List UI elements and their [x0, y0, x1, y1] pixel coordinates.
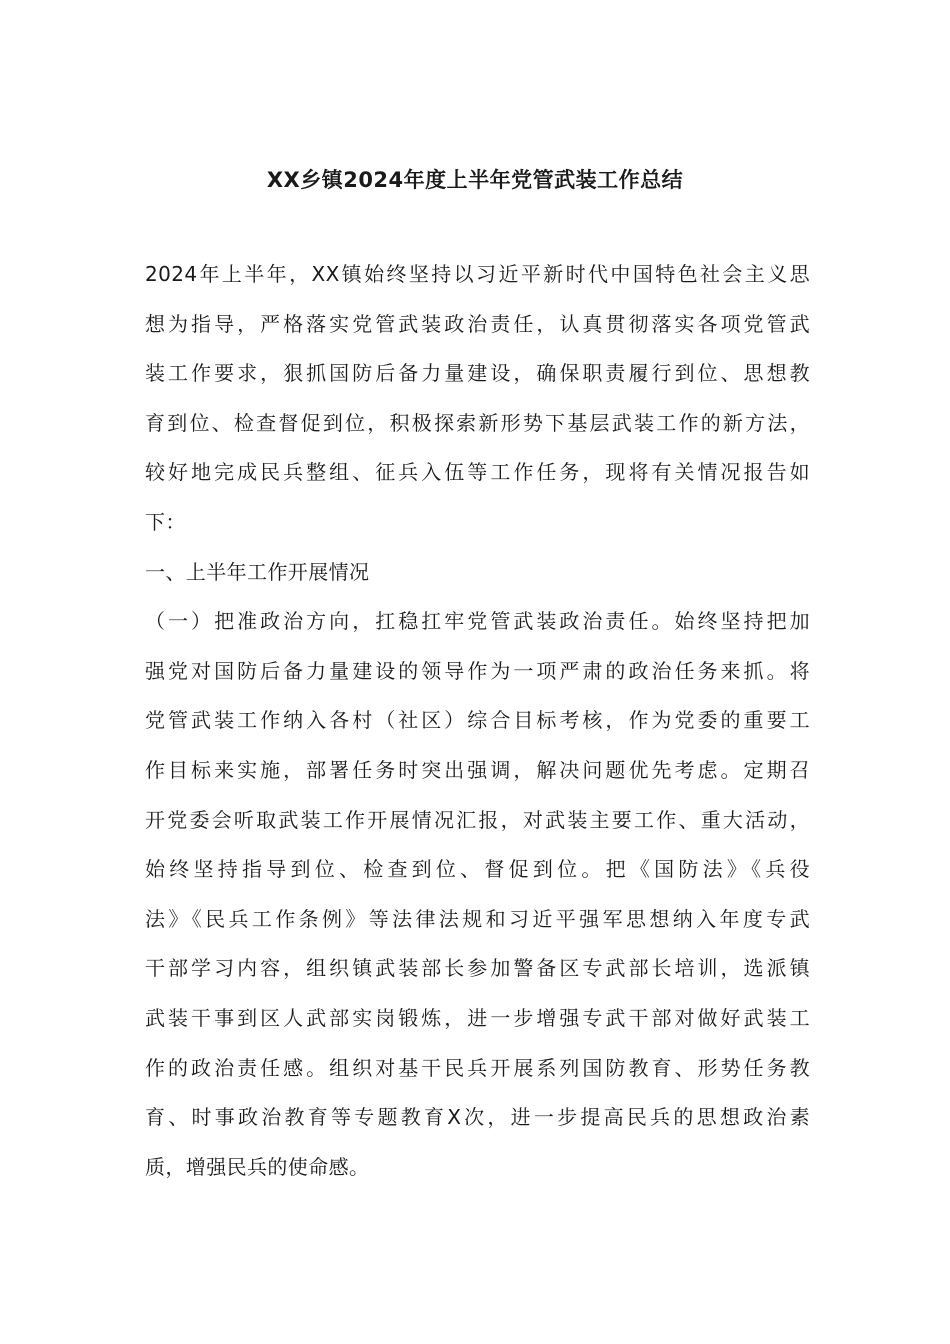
body-line: 装工作要求，狠抓国防后备力量建设，确保职责履行到位、思想教 [145, 361, 810, 386]
body-line: 较好地完成民兵整组、征兵入伍等工作任务，现将有关情况报告如 [145, 460, 810, 485]
body-line: 法》《民兵工作条例》等法律法规和习近平强军思想纳入年度专武 [145, 906, 810, 931]
body-line: 作目标来实施，部署任务时突出强调，解决问题优先考虑。定期召 [145, 757, 810, 782]
body-line: 武装干事到区人武部实岗锻炼，进一步增强专武干部对做好武装工 [145, 1005, 810, 1030]
body-line: 开党委会听取武装工作开展情况汇报，对武装主要工作、重大活动， [145, 807, 810, 832]
body-line: （一）把准政治方向，扛稳扛牢党管武装政治责任。始终坚持把加 [145, 609, 810, 634]
body-line: 始终坚持指导到位、检查到位、督促到位。把《国防法》《兵役 [145, 857, 810, 882]
body-line: 党管武装工作纳入各村（社区）综合目标考核，作为党委的重要工 [145, 708, 810, 733]
body-line: 2024年上半年，XX镇始终坚持以习近平新时代中国特色社会主义思 [145, 262, 810, 286]
body-line: 育到位、检查督促到位，积极探索新形势下基层武装工作的新方法， [145, 410, 810, 435]
body-line: 育、时事政治教育等专题教育X次，进一步提高民兵的思想政治素 [145, 1105, 810, 1130]
document-body [145, 250, 810, 1192]
body-line: 一、上半年工作开展情况 [145, 559, 370, 584]
body-line: 干部学习内容，组织镇武装部长参加警备区专武部长培训，选派镇 [145, 956, 810, 981]
document-title: XX乡镇2024年度上半年党管武装工作总结 [266, 168, 684, 192]
body-line: 下： [145, 509, 186, 534]
body-line: 强党对国防后备力量建设的领导作为一项严肃的政治任务来抓。将 [145, 658, 810, 683]
body-line: 想为指导，严格落实党管武装政治责任，认真贯彻落实各项党管武 [145, 311, 810, 336]
body-line: 质，增强民兵的使命感。 [145, 1154, 370, 1179]
body-line: 作的政治责任感。组织对基干民兵开展系列国防教育、形势任务教 [145, 1055, 810, 1080]
